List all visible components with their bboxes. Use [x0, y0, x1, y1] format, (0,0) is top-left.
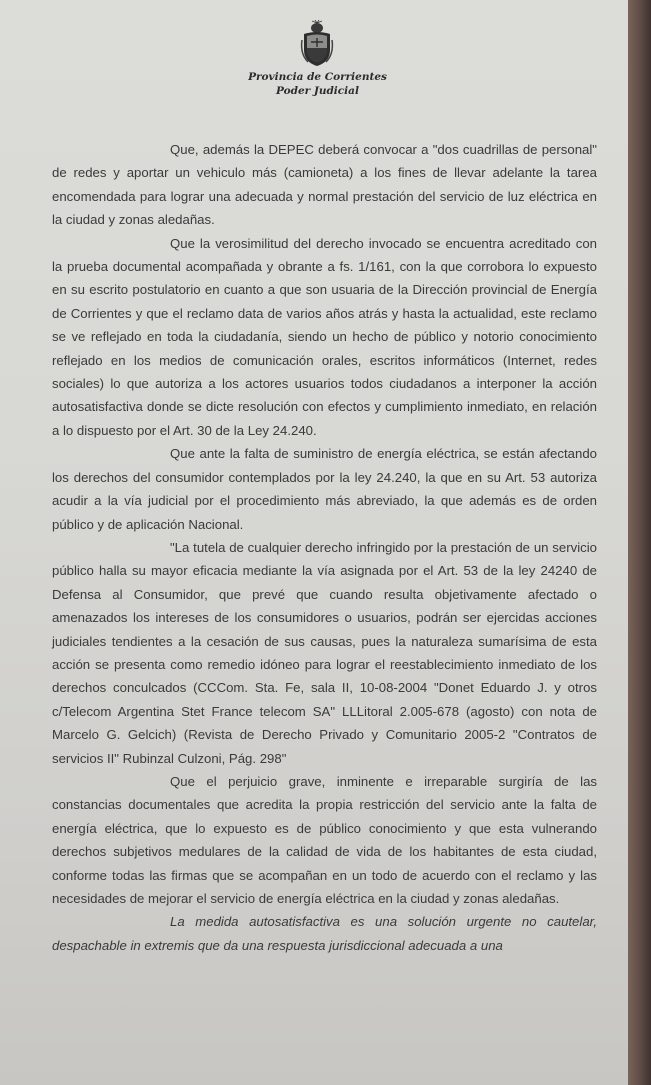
header-province: Provincia de Corrientes: [248, 71, 387, 83]
document-header: [200, 70, 435, 98]
paragraph-5: Que el perjuicio grave, inminente e irreparable surgiría de las constancias documentales que acredita la propia restricción del servicio ante la falta de energía eléctrica, que lo expuesto es de público conocimiento y que esta vulnerando derechos subjetivos medulares de la calidad de vida de los habitantes de esta ciudad, conforme todas las firmas que se acompañan en un todo de acuerdo con el reclamo y las necesidades de mejorar el servicio de energía eléctrica en la ciudad y zonas aledañas.: [52, 773, 597, 906]
paragraph-1: Que, además la DEPEC deberá convocar a "dos cuadrillas de personal" de redes y aportar un vehiculo más (camioneta) a los fines de llevar adelante la tarea encomendada para lograr una adecuada y normal prestación del servicio de luz eléctrica en la ciudad y zonas aledañas.: [52, 142, 597, 228]
paragraph-6: La medida autosatisfactiva es una solución urgente no cautelar, despachable in extremis que da una respuesta jurisdiccional adecuada a una: [52, 914, 597, 953]
desk-background: [628, 0, 651, 1085]
provincial-seal-icon: [298, 20, 336, 68]
header-judicial-branch: Poder Judicial: [276, 85, 359, 97]
document-body: [52, 138, 597, 957]
paragraph-2: Que la verosimilitud del derecho invocado se encuentra acreditado con la prueba documental acompañada y obrante a fs. 1/161, con la que corrobora lo expuesto en su escrito postulatorio en cuanto a que son usuaria de la Dirección provincial de Energía de Corrientes y que el reclamo data de varios años atrás y hasta la actualidad, este reclamo se ve reflejado en toda la ciudadanía, siendo un hecho de público y notorio conocimiento reflejado en los medios de comunicación orales, escritos informáticos (Internet, redes sociales) lo que autoriza a los actores usuarios todos ciudadanos a interponer la acción autosatisfactiva donde se dicte resolución con efectos y cumplimiento inmediato, en relación a lo dispuesto por el Art. 30 de la Ley 24.240.: [52, 235, 597, 438]
paragraph-3: Que ante la falta de suministro de energía eléctrica, se están afectando los derechos del consumidor contemplados por la ley 24.240, la que en su Art. 53 autoriza acudir a la vía judicial por el procedimiento más abreviado, la que además es de orden público y de aplicación Nacional.: [52, 446, 597, 532]
paragraph-4-quote: "La tutela de cualquier derecho infringido por la prestación de un servicio público halla su mayor eficacia mediante la vía asignada por el Art. 53 de la ley 24240 de Defensa al Consumidor, que prevé que cuando resulta objetivamente afectado o amenazados los intereses de los consumidores o usuarios, podrán ser ejercidas acciones judiciales tendientes a la cesación de sus causas, pues la naturaleza sumarísima de esta acción se presenta como remedio idóneo para lograr el reestablecimiento inmediato de los derechos conculcados (CCCom. Sta. Fe, sala II, 10-08-2004 "Donet Eduardo J. y otros c/Telecom Argentina Stet France telecom SA" LLLitoral 2.005-678 (agosto) con nota de Marcelo G. Gelcich) (Revista de Derecho Privado y Comunitario 2005-2 "Contratos de servicios II" Rubinzal Culzoni, Pág. 298": [52, 539, 597, 766]
